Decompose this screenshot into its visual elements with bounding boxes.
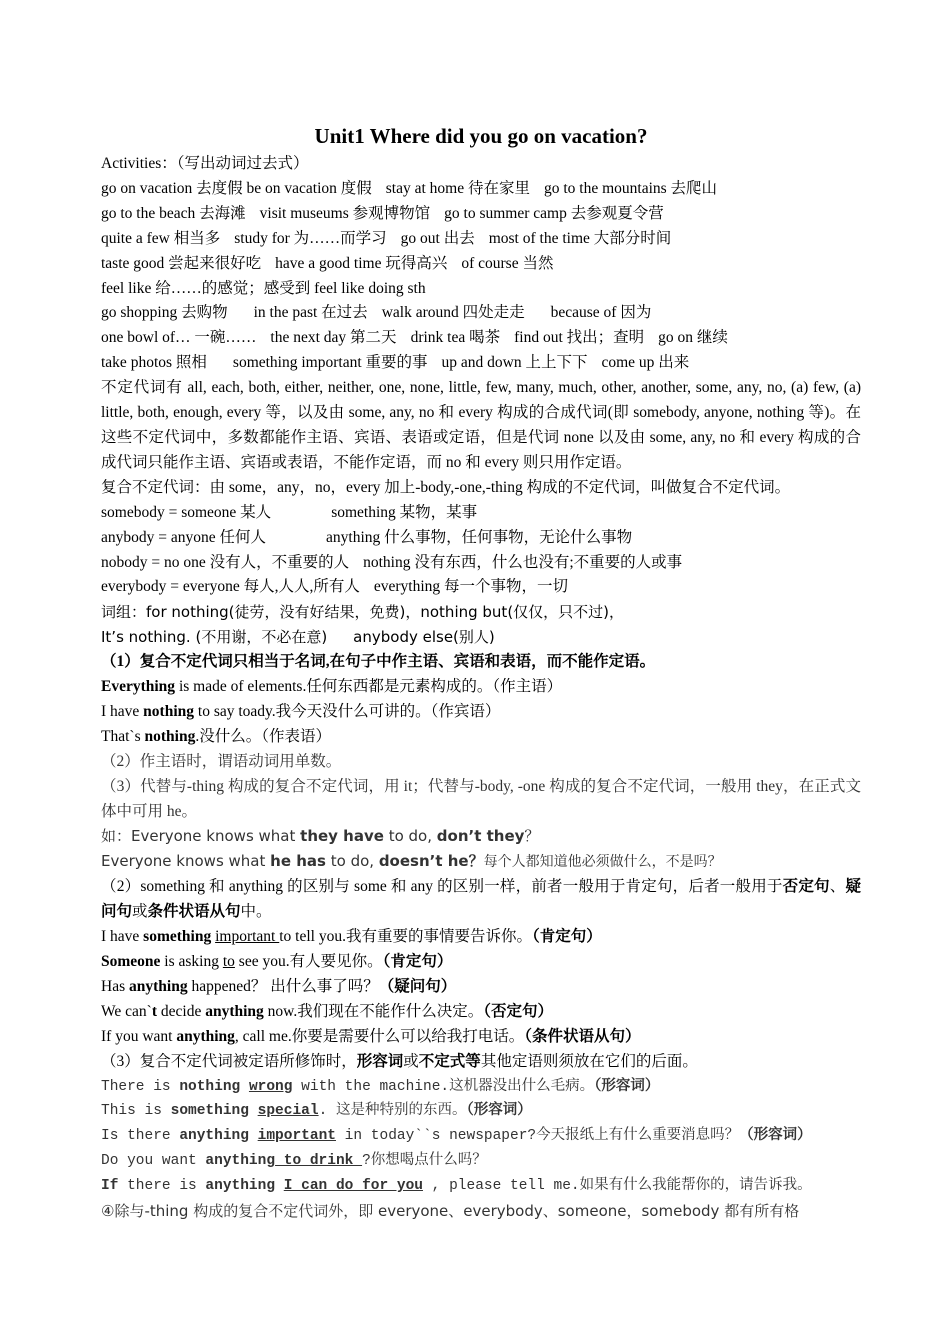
phrase: drink tea 喝茶 <box>410 329 501 347</box>
phrase: It’s nothing. (不用谢，不必在意) <box>101 628 328 647</box>
example-text: see you.有人要见你。 <box>234 953 383 970</box>
example-text <box>275 1178 284 1194</box>
phrase: quite a few 相当多 <box>101 229 221 247</box>
phrase: go to the mountains 去爬山 <box>543 179 718 197</box>
rule-2: （2）作主语时，谓语动词用单数。 <box>101 752 342 770</box>
example-text: to do, <box>325 852 379 871</box>
example-text <box>240 1079 249 1095</box>
keyword: Someone <box>101 953 161 970</box>
underlined-word: to drink <box>275 1153 363 1170</box>
rule-5 <box>101 1050 861 1075</box>
phrase-line-5 <box>101 277 861 302</box>
example-13 <box>101 1124 861 1149</box>
keyword: anything <box>128 977 188 995</box>
example-3 <box>101 725 861 750</box>
rule-3: （3）代替与-thing 构成的复合不定代词，用 it；代替与-body, -one 构成的复合不定代词，一般用 they，在正式文体中可用 he。 <box>101 777 861 820</box>
phrase: go on 继续 <box>658 329 728 347</box>
phrase-group-2 <box>101 625 861 650</box>
example-text: I have <box>101 928 144 946</box>
example-text: There is <box>101 1078 180 1095</box>
sentence-type-tag: （形容词） <box>739 1128 812 1145</box>
phrase: taste good 尝起来很好吃 <box>101 254 262 272</box>
phrase: up and down 上上下下 <box>441 354 588 372</box>
example-text: I have <box>101 702 144 720</box>
underlined-word: important <box>257 1128 336 1145</box>
keyword: they have <box>300 827 384 846</box>
pronoun: anything 什么事物，任何事物，无论什么事物 <box>326 528 633 546</box>
rule-text: （2）something 和 anything 的区别与 some 和 any 的区别一样，前者一般用于肯定句，后者一般用于 <box>101 878 783 896</box>
keyword: he has <box>270 852 326 871</box>
keyword: 形容词 <box>356 1052 404 1070</box>
phrase: find out 找出；查明 <box>514 329 645 347</box>
sentence-type-tag: （形容词） <box>466 1103 532 1120</box>
example-text: . 这是种特别的东西。 <box>318 1103 467 1120</box>
rule-1 <box>101 650 861 675</box>
phrase: of course 当然 <box>461 254 554 272</box>
example-4 <box>101 824 861 849</box>
example-12 <box>101 1099 861 1124</box>
pronoun-pair-1 <box>101 501 861 526</box>
phrase: take photos 照相 <box>101 354 207 372</box>
rule-6: ④除与-thing 构成的复合不定代词外，即 everyone、everybody、someone，somebody 都有所有格 <box>101 1202 800 1221</box>
example-1 <box>101 675 861 700</box>
example-text: now.我们现在不能作什么决定。 <box>263 1002 484 1020</box>
pronoun: nothing 没有东西，什么也没有;不重要的人或事 <box>363 553 683 571</box>
keyword: don’t they <box>436 827 525 846</box>
pronoun: something 某物，某事 <box>331 503 478 521</box>
phrase: visit museums 参观博物馆 <box>259 204 431 222</box>
phrase: something important 重要的事 <box>232 354 428 372</box>
example-text: We can` <box>101 1002 152 1020</box>
example-text <box>249 1128 258 1144</box>
phrase: come up 出来 <box>601 354 690 372</box>
example-text: 每个人都知道他必须做什么，不是吗？ <box>483 854 722 871</box>
keyword: 条件状语从句 <box>147 903 241 921</box>
phrase-line-2 <box>101 202 861 227</box>
example-text: ？ <box>524 827 540 846</box>
pronoun: anybody = anyone 任何人 <box>101 528 267 546</box>
example-14 <box>101 1149 861 1174</box>
sentence-type-tag: （否定句） <box>483 1002 554 1020</box>
example-text <box>249 1103 258 1119</box>
example-text: Everyone knows what <box>101 852 271 871</box>
rule-text: 或 <box>403 1052 419 1070</box>
example-text: decide <box>157 1002 206 1020</box>
example-text: to say toady.我今天没什么可讲的。（作宾语） <box>194 702 501 720</box>
pronoun-pair-2 <box>101 526 861 551</box>
example-text: .没什么。（作表语） <box>195 727 331 745</box>
phrase: in the past 在过去 <box>253 304 368 322</box>
compound-definition: 复合不定代词：由 some，any，no，every 加上-body,-one,-thing 构成的不定代词，叫做复合不定代词。 <box>101 478 791 496</box>
activities-label: Activities：（写出动词过去式） <box>101 155 309 172</box>
keyword: Everything <box>101 678 176 696</box>
phrase: go shopping 去购物 <box>101 304 228 322</box>
keyword: anything <box>205 1178 276 1195</box>
phrase: most of the time 大部分时间 <box>488 229 672 247</box>
phrase: feel like 给……的感觉；感受到 feel like doing sth <box>101 279 426 297</box>
underlined-word: wrong <box>248 1078 293 1095</box>
keyword: If <box>101 1178 119 1195</box>
phrase: because of 因为 <box>550 304 652 322</box>
example-9 <box>101 1000 861 1025</box>
phrase: the next day 第二天 <box>270 329 397 347</box>
sentence-type-tag: （条件状语从句） <box>524 1027 641 1045</box>
phrase-line-1 <box>101 177 861 202</box>
keyword: anything <box>205 1002 264 1020</box>
sentence-type-tag: （肯定句） <box>382 953 453 970</box>
phrase-line-3 <box>101 227 861 252</box>
example-text: , call me.你要是需要什么可以给我打电话。 <box>234 1027 525 1045</box>
underlined-word: I can do for you <box>283 1178 423 1195</box>
rule-text: （1）复合不定代词只相当于名词,在句子中作主语、宾语和表语，而不能作定语。 <box>101 653 656 671</box>
example-text: to do, <box>383 827 437 846</box>
rule-4 <box>101 875 861 925</box>
phrase: go out 出去 <box>400 229 475 247</box>
pronoun: everything 每一个事物，一切 <box>373 578 569 596</box>
phrase-group-1: 词组：for nothing(徒劳，没有好结果，免费)，nothing but(仅仅，只不过)， <box>101 603 625 622</box>
sentence-type-tag: （肯定句） <box>531 928 602 946</box>
example-15 <box>101 1174 861 1199</box>
example-text: If you want <box>101 1027 177 1045</box>
underlined-word: special <box>257 1103 319 1120</box>
phrase-line-8 <box>101 351 861 376</box>
example-text: to tell you.我有重要的事情要告诉你。 <box>279 928 532 946</box>
keyword: anything <box>179 1128 249 1145</box>
keyword: something <box>170 1103 249 1120</box>
example-2 <box>101 700 861 725</box>
keyword: anything <box>205 1153 276 1170</box>
phrase: one bowl of… 一碗…… <box>101 329 257 347</box>
phrase: go to the beach 去海滩 <box>101 204 246 222</box>
phrase: have a good time 玩得高兴 <box>275 254 448 272</box>
keyword: anything <box>176 1027 235 1045</box>
pronoun-pair-3 <box>101 551 861 576</box>
intro-paragraph: 不定代词有 all, each, both, either, neither, one, none, little, few, many, much, other, another, some, any, no, (a) few, (a) little, both, enough, every 等，以及由 some, any, no 和 every 构成的合成代词(即 somebody, anyone, nothing 等)。在这些不定代词中，多数都能作主语、宾语、表语或定语，但是代词 none 以及由 some, any, no 和 every 构成的合成代词只能作主语、宾语或表语，不能作定语，而 no 和 every 则只用作定语。 <box>101 379 861 471</box>
keyword: something <box>143 928 212 946</box>
example-text: Has <box>101 977 129 995</box>
rule-text: 中。 <box>240 903 272 921</box>
rule-text: （3）复合不定代词被定语所修饰时， <box>101 1052 357 1070</box>
keyword: doesn’t he？ <box>378 852 484 871</box>
phrase: go on vacation 去度假 be on vacation 度假 <box>101 179 372 197</box>
sentence-type-tag: （疑问句） <box>378 977 457 995</box>
keyword: nothing <box>144 727 196 745</box>
keyword: nothing <box>143 702 195 720</box>
underlined-word: important <box>215 928 280 946</box>
phrase: go to summer camp 去参观夏令营 <box>444 204 664 222</box>
example-text: is made of elements.任何东西都是元素构成的。（作主语） <box>175 678 563 696</box>
example-11 <box>101 1075 861 1100</box>
phrase: anybody else(别人) <box>353 628 495 647</box>
phrase-line-4 <box>101 252 861 277</box>
keyword: 否定句 <box>782 878 830 896</box>
example-10 <box>101 1025 861 1050</box>
example-text: , please tell me.如果有什么我能帮你的，请告诉我。 <box>422 1178 812 1195</box>
pronoun-pair-4 <box>101 575 861 600</box>
rule-text: 、 <box>829 878 846 896</box>
pronoun: nobody = no one 没有人，不重要的人 <box>101 553 350 571</box>
phrase: stay at home 待在家里 <box>385 179 530 197</box>
example-text: is asking <box>160 953 223 970</box>
example-text: there is <box>118 1178 206 1195</box>
phrase: study for 为……而学习 <box>234 229 387 247</box>
example-text: ?你想喝点什么吗？ <box>362 1153 487 1170</box>
keyword: t <box>151 1002 157 1020</box>
pronoun: somebody = someone 某人 <box>101 503 272 521</box>
keyword: 不定式等 <box>418 1052 481 1070</box>
keyword: nothing <box>179 1078 241 1095</box>
example-6 <box>101 925 861 950</box>
example-text: happened？ 出什么事了吗？ <box>187 977 379 995</box>
phrase: walk around 四处走走 <box>381 304 525 322</box>
example-text: 如：Everyone knows what <box>101 827 301 846</box>
sentence-type-tag: （形容词） <box>594 1078 660 1095</box>
keyword: 疑问句 <box>101 878 861 921</box>
document-page <box>101 120 861 1224</box>
rule-text: 其他定语则须放在它们的后面。 <box>480 1052 698 1070</box>
example-text: in today``s newspaper?今天报纸上有什么重要消息吗？ <box>335 1128 740 1145</box>
example-text: This is <box>101 1103 171 1120</box>
example-5 <box>101 849 861 875</box>
example-8 <box>101 975 861 1000</box>
page-title: Unit1 Where did you go on vacation? <box>314 124 648 148</box>
phrase-line-7 <box>101 326 861 351</box>
pronoun: everybody = everyone 每人,人人,所有人 <box>101 578 360 596</box>
example-text: with the machine.这机器没出什么毛病。 <box>292 1078 595 1095</box>
example-text: Is there <box>101 1128 180 1145</box>
example-text: That`s <box>101 727 145 745</box>
rule-text: 或 <box>132 903 148 921</box>
example-7 <box>101 950 861 975</box>
example-text: Do you want <box>101 1153 206 1170</box>
phrase-line-6 <box>101 301 861 326</box>
underlined-word: to <box>222 953 235 970</box>
